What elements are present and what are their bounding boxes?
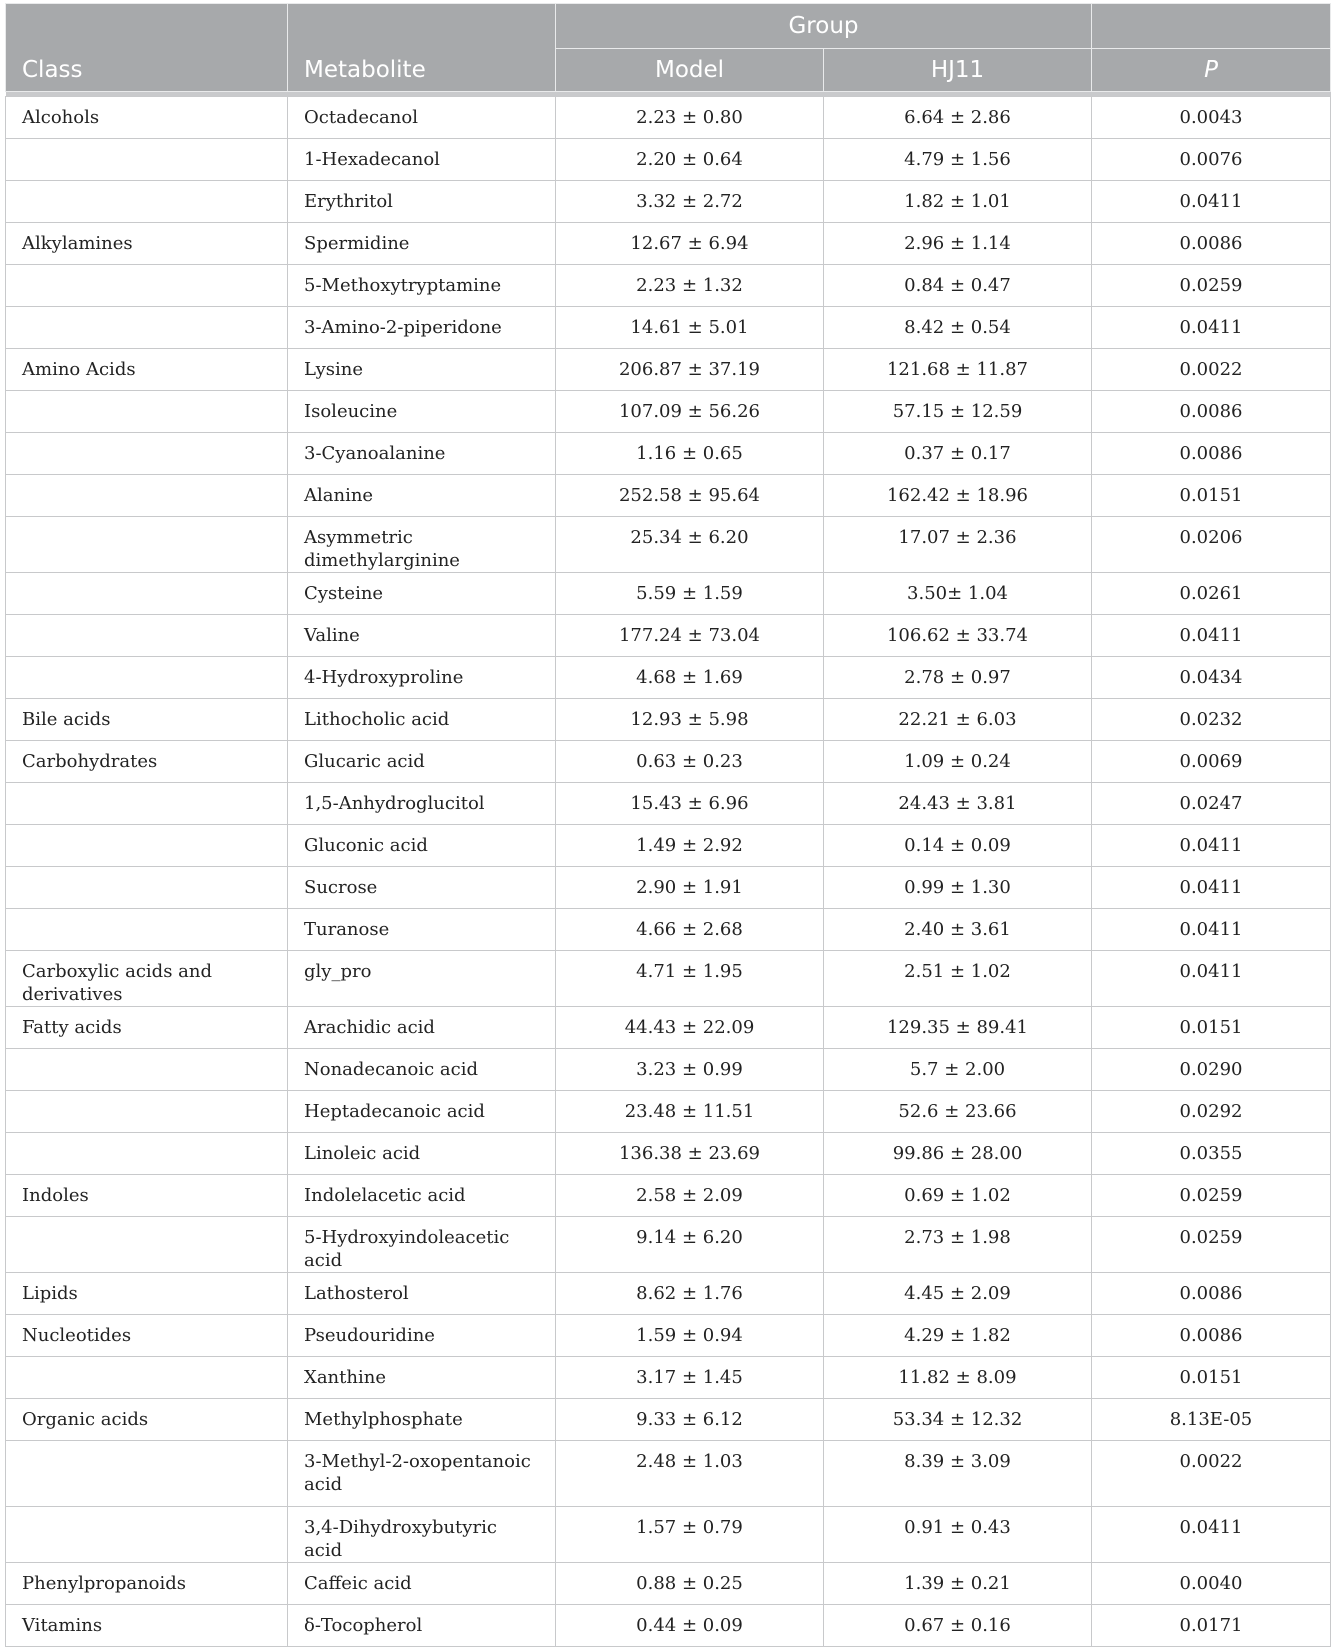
cell-metabolite: Erythritol <box>288 181 556 223</box>
cell-class: Vitamins <box>6 1605 288 1647</box>
cell-class <box>6 391 288 433</box>
cell-p: 0.0411 <box>1092 307 1331 349</box>
table-header <box>6 4 1331 97</box>
cell-metabolite: Nonadecanoic acid <box>288 1049 556 1091</box>
cell-hj11: 22.21 ± 6.03 <box>824 699 1092 741</box>
cell-p: 0.0259 <box>1092 1217 1331 1273</box>
cell-hj11: 8.39 ± 3.09 <box>824 1441 1092 1507</box>
cell-p: 0.0411 <box>1092 867 1331 909</box>
cell-model: 252.58 ± 95.64 <box>556 475 824 517</box>
cell-model: 0.63 ± 0.23 <box>556 741 824 783</box>
table-row <box>6 391 1331 433</box>
cell-class: Alcohols <box>6 97 288 139</box>
table-row <box>6 1441 1331 1507</box>
cell-hj11: 0.91 ± 0.43 <box>824 1507 1092 1563</box>
cell-class <box>6 867 288 909</box>
cell-hj11: 0.69 ± 1.02 <box>824 1175 1092 1217</box>
cell-p: 0.0434 <box>1092 657 1331 699</box>
cell-hj11: 3.50± 1.04 <box>824 573 1092 615</box>
header-metabolite: Metabolite <box>288 4 556 92</box>
cell-model: 25.34 ± 6.20 <box>556 517 824 573</box>
cell-metabolite: Methylphosphate <box>288 1399 556 1441</box>
cell-metabolite: δ-Tocopherol <box>288 1605 556 1647</box>
cell-model: 0.88 ± 0.25 <box>556 1563 824 1605</box>
table-row <box>6 1133 1331 1175</box>
cell-p: 0.0355 <box>1092 1133 1331 1175</box>
cell-class <box>6 615 288 657</box>
cell-metabolite: Isoleucine <box>288 391 556 433</box>
cell-class <box>6 783 288 825</box>
table-row <box>6 657 1331 699</box>
cell-class <box>6 517 288 573</box>
cell-hj11: 8.42 ± 0.54 <box>824 307 1092 349</box>
table-row <box>6 517 1331 573</box>
cell-p: 0.0292 <box>1092 1091 1331 1133</box>
cell-model: 3.32 ± 2.72 <box>556 181 824 223</box>
cell-p: 0.0086 <box>1092 223 1331 265</box>
cell-class <box>6 1217 288 1273</box>
table-row <box>6 265 1331 307</box>
cell-hj11: 57.15 ± 12.59 <box>824 391 1092 433</box>
cell-p: 0.0206 <box>1092 517 1331 573</box>
cell-model: 206.87 ± 37.19 <box>556 349 824 391</box>
cell-class <box>6 1507 288 1563</box>
cell-model: 1.49 ± 2.92 <box>556 825 824 867</box>
cell-model: 5.59 ± 1.59 <box>556 573 824 615</box>
cell-p: 0.0411 <box>1092 181 1331 223</box>
cell-p: 0.0076 <box>1092 139 1331 181</box>
table-row <box>6 1357 1331 1399</box>
cell-model: 4.71 ± 1.95 <box>556 951 824 1007</box>
cell-class <box>6 909 288 951</box>
cell-model: 2.23 ± 1.32 <box>556 265 824 307</box>
cell-metabolite: Indolelacetic acid <box>288 1175 556 1217</box>
cell-p: 0.0151 <box>1092 475 1331 517</box>
cell-hj11: 4.45 ± 2.09 <box>824 1273 1092 1315</box>
cell-p: 0.0022 <box>1092 1441 1331 1507</box>
cell-class <box>6 1133 288 1175</box>
cell-hj11: 0.14 ± 0.09 <box>824 825 1092 867</box>
cell-class <box>6 181 288 223</box>
cell-p: 0.0411 <box>1092 951 1331 1007</box>
cell-metabolite: Octadecanol <box>288 97 556 139</box>
table-row <box>6 433 1331 475</box>
table-row <box>6 139 1331 181</box>
cell-class: Indoles <box>6 1175 288 1217</box>
cell-metabolite: Spermidine <box>288 223 556 265</box>
cell-hj11: 11.82 ± 8.09 <box>824 1357 1092 1399</box>
table-row <box>6 307 1331 349</box>
table-row <box>6 867 1331 909</box>
cell-hj11: 1.09 ± 0.24 <box>824 741 1092 783</box>
table-row <box>6 615 1331 657</box>
cell-p: 0.0086 <box>1092 1315 1331 1357</box>
cell-class <box>6 573 288 615</box>
cell-metabolite: Caffeic acid <box>288 1563 556 1605</box>
table-row <box>6 1049 1331 1091</box>
cell-p: 0.0086 <box>1092 391 1331 433</box>
cell-model: 14.61 ± 5.01 <box>556 307 824 349</box>
cell-metabolite: Lysine <box>288 349 556 391</box>
cell-model: 3.17 ± 1.45 <box>556 1357 824 1399</box>
cell-class <box>6 265 288 307</box>
cell-metabolite: 1,5-Anhydroglucitol <box>288 783 556 825</box>
cell-p: 0.0411 <box>1092 909 1331 951</box>
table-body <box>6 97 1331 1647</box>
table-row <box>6 909 1331 951</box>
cell-hj11: 2.78 ± 0.97 <box>824 657 1092 699</box>
cell-metabolite: Asymmetric dimethylarginine <box>288 517 556 573</box>
cell-p: 0.0043 <box>1092 97 1331 139</box>
cell-p: 0.0259 <box>1092 265 1331 307</box>
cell-p: 0.0151 <box>1092 1357 1331 1399</box>
metabolite-table <box>5 3 1331 1647</box>
cell-model: 4.66 ± 2.68 <box>556 909 824 951</box>
table-row <box>6 951 1331 1007</box>
header-blank <box>1092 4 1331 49</box>
cell-metabolite: Valine <box>288 615 556 657</box>
cell-model: 1.57 ± 0.79 <box>556 1507 824 1563</box>
cell-class: Carboxylic acids and derivatives <box>6 951 288 1007</box>
cell-metabolite: Lithocholic acid <box>288 699 556 741</box>
cell-hj11: 121.68 ± 11.87 <box>824 349 1092 391</box>
cell-class <box>6 657 288 699</box>
cell-class <box>6 1441 288 1507</box>
cell-hj11: 4.79 ± 1.56 <box>824 139 1092 181</box>
cell-metabolite: Heptadecanoic acid <box>288 1091 556 1133</box>
cell-class <box>6 825 288 867</box>
cell-class <box>6 1049 288 1091</box>
cell-metabolite: 3-Cyanoalanine <box>288 433 556 475</box>
cell-class: Phenylpropanoids <box>6 1563 288 1605</box>
cell-hj11: 6.64 ± 2.86 <box>824 97 1092 139</box>
cell-p: 0.0247 <box>1092 783 1331 825</box>
header-hj11: HJ11 <box>824 49 1092 92</box>
cell-metabolite: Glucaric acid <box>288 741 556 783</box>
cell-class <box>6 475 288 517</box>
cell-metabolite: gly_pro <box>288 951 556 1007</box>
table-row <box>6 573 1331 615</box>
cell-hj11: 2.73 ± 1.98 <box>824 1217 1092 1273</box>
cell-hj11: 2.51 ± 1.02 <box>824 951 1092 1007</box>
cell-model: 12.67 ± 6.94 <box>556 223 824 265</box>
cell-hj11: 0.84 ± 0.47 <box>824 265 1092 307</box>
table-row <box>6 1605 1331 1647</box>
table-row <box>6 825 1331 867</box>
cell-p: 0.0259 <box>1092 1175 1331 1217</box>
cell-model: 107.09 ± 56.26 <box>556 391 824 433</box>
cell-hj11: 106.62 ± 33.74 <box>824 615 1092 657</box>
table-row <box>6 1273 1331 1315</box>
cell-model: 136.38 ± 23.69 <box>556 1133 824 1175</box>
cell-class: Lipids <box>6 1273 288 1315</box>
cell-p: 0.0171 <box>1092 1605 1331 1647</box>
cell-metabolite: 1-Hexadecanol <box>288 139 556 181</box>
cell-metabolite: 3-Amino-2-piperidone <box>288 307 556 349</box>
cell-class <box>6 1357 288 1399</box>
cell-metabolite: Xanthine <box>288 1357 556 1399</box>
cell-class <box>6 433 288 475</box>
table-row <box>6 1217 1331 1273</box>
header-p: P <box>1092 49 1331 92</box>
table-row <box>6 1507 1331 1563</box>
cell-p: 0.0290 <box>1092 1049 1331 1091</box>
cell-class: Organic acids <box>6 1399 288 1441</box>
cell-hj11: 129.35 ± 89.41 <box>824 1007 1092 1049</box>
cell-class <box>6 1091 288 1133</box>
cell-model: 2.48 ± 1.03 <box>556 1441 824 1507</box>
header-class: Class <box>6 4 288 92</box>
cell-metabolite: Gluconic acid <box>288 825 556 867</box>
table-row <box>6 1315 1331 1357</box>
cell-class: Amino Acids <box>6 349 288 391</box>
table-row <box>6 699 1331 741</box>
cell-model: 2.58 ± 2.09 <box>556 1175 824 1217</box>
cell-metabolite: Pseudouridine <box>288 1315 556 1357</box>
cell-metabolite: Alanine <box>288 475 556 517</box>
cell-p: 0.0151 <box>1092 1007 1331 1049</box>
cell-p: 0.0411 <box>1092 825 1331 867</box>
cell-hj11: 162.42 ± 18.96 <box>824 475 1092 517</box>
header-group: Group <box>556 4 1092 49</box>
cell-hj11: 1.39 ± 0.21 <box>824 1563 1092 1605</box>
cell-class: Carbohydrates <box>6 741 288 783</box>
table-row <box>6 475 1331 517</box>
cell-p: 0.0411 <box>1092 1507 1331 1563</box>
cell-metabolite: Cysteine <box>288 573 556 615</box>
cell-hj11: 2.96 ± 1.14 <box>824 223 1092 265</box>
cell-model: 3.23 ± 0.99 <box>556 1049 824 1091</box>
table-row <box>6 1399 1331 1441</box>
cell-hj11: 1.82 ± 1.01 <box>824 181 1092 223</box>
cell-model: 9.33 ± 6.12 <box>556 1399 824 1441</box>
cell-class <box>6 139 288 181</box>
table-row <box>6 741 1331 783</box>
cell-model: 9.14 ± 6.20 <box>556 1217 824 1273</box>
cell-model: 4.68 ± 1.69 <box>556 657 824 699</box>
cell-hj11: 0.37 ± 0.17 <box>824 433 1092 475</box>
table-row <box>6 97 1331 139</box>
cell-model: 23.48 ± 11.51 <box>556 1091 824 1133</box>
cell-p: 0.0411 <box>1092 615 1331 657</box>
cell-class: Fatty acids <box>6 1007 288 1049</box>
cell-hj11: 99.86 ± 28.00 <box>824 1133 1092 1175</box>
cell-metabolite: Linoleic acid <box>288 1133 556 1175</box>
cell-hj11: 0.99 ± 1.30 <box>824 867 1092 909</box>
table-row <box>6 223 1331 265</box>
cell-class: Nucleotides <box>6 1315 288 1357</box>
cell-p: 0.0261 <box>1092 573 1331 615</box>
cell-hj11: 2.40 ± 3.61 <box>824 909 1092 951</box>
cell-hj11: 5.7 ± 2.00 <box>824 1049 1092 1091</box>
cell-metabolite: Turanose <box>288 909 556 951</box>
table-row <box>6 1563 1331 1605</box>
cell-metabolite: 4-Hydroxyproline <box>288 657 556 699</box>
cell-hj11: 24.43 ± 3.81 <box>824 783 1092 825</box>
cell-metabolite: Sucrose <box>288 867 556 909</box>
cell-model: 15.43 ± 6.96 <box>556 783 824 825</box>
cell-hj11: 17.07 ± 2.36 <box>824 517 1092 573</box>
cell-model: 2.20 ± 0.64 <box>556 139 824 181</box>
table-row <box>6 1175 1331 1217</box>
table-row <box>6 783 1331 825</box>
cell-model: 12.93 ± 5.98 <box>556 699 824 741</box>
cell-class <box>6 307 288 349</box>
cell-hj11: 53.34 ± 12.32 <box>824 1399 1092 1441</box>
cell-p: 0.0022 <box>1092 349 1331 391</box>
cell-p: 0.0040 <box>1092 1563 1331 1605</box>
header-model: Model <box>556 49 824 92</box>
metabolite-table-container <box>5 3 1330 1647</box>
cell-class: Alkylamines <box>6 223 288 265</box>
cell-p: 8.13E-05 <box>1092 1399 1331 1441</box>
cell-p: 0.0086 <box>1092 1273 1331 1315</box>
cell-p: 0.0086 <box>1092 433 1331 475</box>
table-row <box>6 1091 1331 1133</box>
cell-metabolite: 3-Methyl-2-oxopentanoic acid <box>288 1441 556 1507</box>
cell-metabolite: Lathosterol <box>288 1273 556 1315</box>
cell-model: 2.23 ± 0.80 <box>556 97 824 139</box>
cell-model: 1.16 ± 0.65 <box>556 433 824 475</box>
cell-p: 0.0069 <box>1092 741 1331 783</box>
cell-model: 1.59 ± 0.94 <box>556 1315 824 1357</box>
table-row <box>6 1007 1331 1049</box>
cell-model: 2.90 ± 1.91 <box>556 867 824 909</box>
cell-metabolite: 5-Methoxytryptamine <box>288 265 556 307</box>
table-row <box>6 181 1331 223</box>
cell-hj11: 52.6 ± 23.66 <box>824 1091 1092 1133</box>
cell-model: 44.43 ± 22.09 <box>556 1007 824 1049</box>
cell-hj11: 0.67 ± 0.16 <box>824 1605 1092 1647</box>
cell-model: 0.44 ± 0.09 <box>556 1605 824 1647</box>
cell-class: Bile acids <box>6 699 288 741</box>
cell-p: 0.0232 <box>1092 699 1331 741</box>
cell-metabolite: Arachidic acid <box>288 1007 556 1049</box>
table-row <box>6 349 1331 391</box>
cell-metabolite: 5-Hydroxyindoleacetic acid <box>288 1217 556 1273</box>
cell-model: 177.24 ± 73.04 <box>556 615 824 657</box>
cell-metabolite: 3,4-Dihydroxybutyric acid <box>288 1507 556 1563</box>
cell-model: 8.62 ± 1.76 <box>556 1273 824 1315</box>
cell-hj11: 4.29 ± 1.82 <box>824 1315 1092 1357</box>
